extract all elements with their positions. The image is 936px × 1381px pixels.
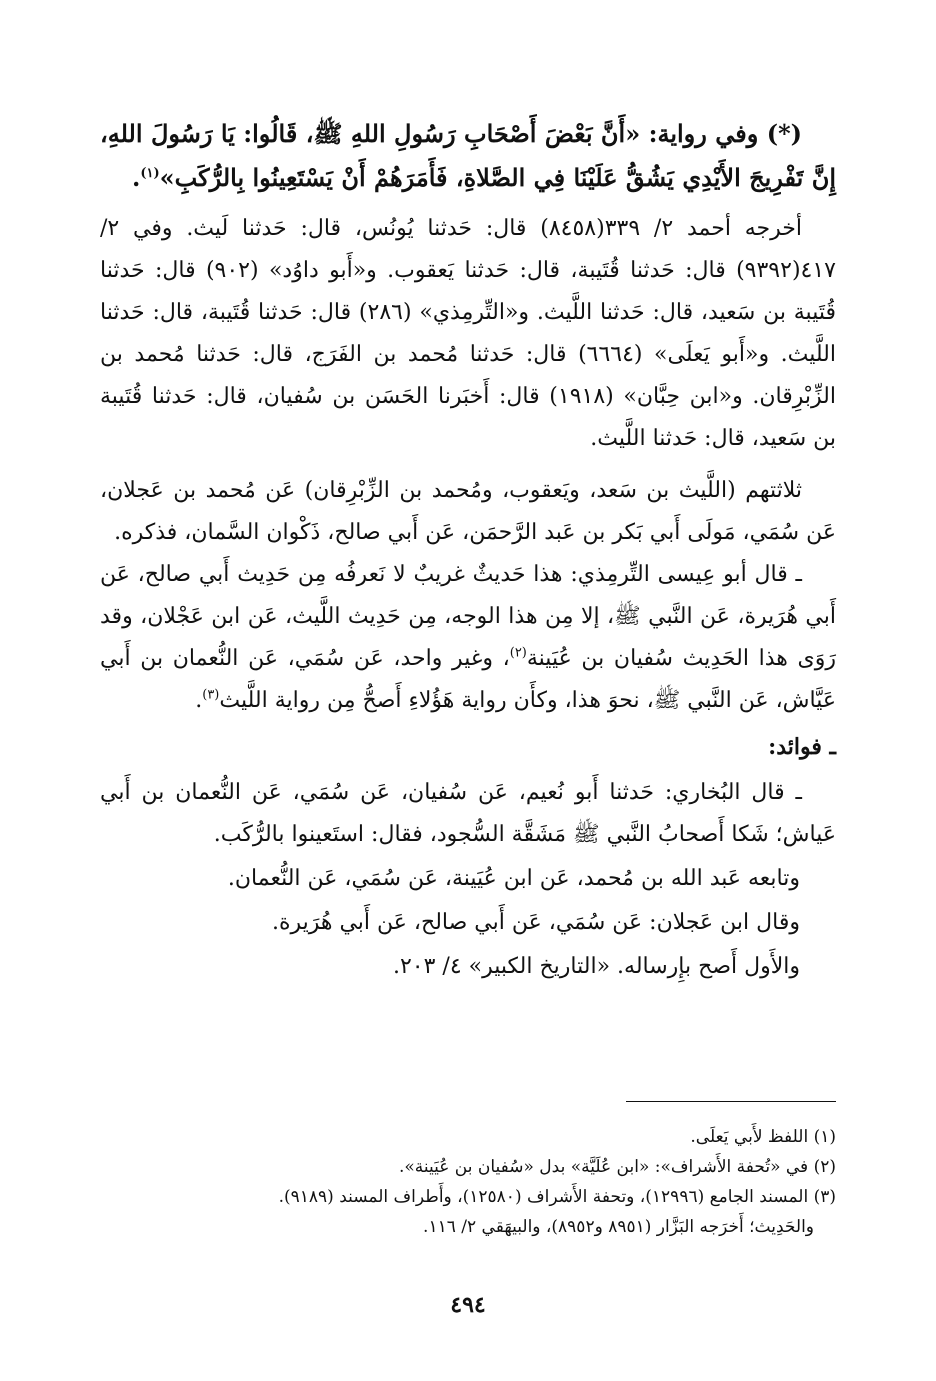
sub-line-1: وتابعه عَبد الله بن مُحمد، عَن ابن عُيَينة، عَن سُمَي، عَن النُّعمان.: [227, 866, 800, 891]
tirmidhi-end: .: [195, 688, 203, 713]
footnote-ref-3[interactable]: (٣): [202, 687, 220, 703]
footnote-divider: [626, 1101, 836, 1102]
sub-line-2: وقال ابن عَجلان: عَن سُمَي، عَن أَبي صالح، عَن أَبي هُرَيرة.: [271, 910, 800, 935]
sub-line-3: والأَول أَصح بإِرساله. «التاريخ الكبير» ٤/ ٢٠٣.: [392, 954, 800, 979]
page-number: ٤٩٤: [450, 1292, 486, 1318]
footnotes: [100, 1122, 836, 1242]
takhrij-paragraph: أخرجه أحمد ٢/ ٣٣٩(٨٤٥٨) قال: حَدثنا يُونُس، قال: حَدثنا لَيث. وفي ٢/ ٤١٧(٩٣٩٢) قال: حَدثنا قُتَيبة، قال: حَدثنا يَعقوب. و«أَبو داوُد» (٩٠٢) قال: حَدثنا قُتَيبة بن سَعيد، قال: حَدثنا اللَّيث. و«التِّرمِذي» (٢٨٦) قال: حَدثنا قُتَيبة، قال: حَدثنا اللَّيث. و«أَبو يَعلَى» (٦٦٦٤) قال: حَدثنا مُحمد بن الفَرَج، قال: حَدثنا مُحمد بن الزِّبْرِقان. و«ابن حِبَّان» (١٩١٨) قال: أَخبَرنا الحَسَن بن سُفيان، قال: حَدثنا قُتَيبة بن سَعيد، قال: حَدثنا اللَّيث.: [100, 216, 836, 451]
footnote-1: (١) اللفظ لأَبي يَعلَى.: [690, 1127, 836, 1147]
footnote-ref-2[interactable]: (٢): [509, 645, 527, 661]
main-text: [100, 112, 836, 988]
bukhari-paragraph: ـ قال البُخاري: حَدثنا أَبو نُعيم، عَن سُفيان، عَن سُمَي، عَن النُّعمان بن أَبي عَياش؛ شَكا أَصحابُ النَّبي ﷺ مَشَقَّة السُّجود، فقال: استَعينوا بالرُّكَب.: [100, 780, 836, 847]
fawaid-heading: ـ فوائد:: [768, 734, 836, 760]
chain-paragraph: ثلاثتهم (اللَّيث بن سَعد، ويَعقوب، ومُحمد بن الزِّبْرِقان) عَن مُحمد بن عَجلان، عَن سُمَي، مَولَى أَبي بَكر بن عَبد الرَّحمَن، عَن أَبي صالح، ذَكْوان السَّمان، فذكره.: [100, 478, 836, 545]
footnote-3: (٣) المسند الجامع (١٢٩٩٦)، وتحفة الأَشراف (١٢٥٨٠)، وأَطراف المسند (٩١٨٩).: [278, 1187, 836, 1207]
footnote-ref-1[interactable]: (١): [140, 166, 160, 181]
tirmidhi-text-2: ، وغير واحد، عَن سُمَي، عَن النُّعمان بن أَبي عَيَّاش، عَن النَّبي ﷺ، نحوَ هذا، وكأَن رواية هَؤُلاءِ أَصحُّ مِن رواية اللَّيث: [100, 646, 836, 713]
hadith-body: (*) وفي رواية: «أَنَّ بَعْضَ أَصْحَابِ رَسُولِ اللهِ ﷺ، قَالُوا: يَا رَسُولَ اللهِ، إِنَّ تَفْرِيجَ الأَيْدِي يَشُقُّ عَلَيْنَا فِي الصَّلاةِ، فَأَمَرَهُمْ أَنْ يَسْتَعِينُوا بِالرُّكَبِ»: [100, 119, 836, 192]
hadith-text: (*) وفي رواية: «أَنَّ بَعْضَ أَصْحَابِ رَسُولِ اللهِ ﷺ، قَالُوا: يَا رَسُولَ اللهِ، إِنَّ تَفْرِيجَ الأَيْدِي يَشُقُّ عَلَيْنَا فِي الصَّلاةِ، فَأَمَرَهُمْ أَنْ يَسْتَعِينُوا بِالرُّكَبِ»$^{(١)}$.: [100, 119, 836, 192]
tirmidhi-text-1: ـ قال أبو عِيسى التِّرمِذي: هذا حَديثٌ غريبٌ لا نَعرفُه مِن حَدِيث أَبي صالح، عَن أَبي هُرَيرة، عَن النَّبي ﷺ، إلا مِن هذا الوجه، مِن حَدِيث اللَّيث، عَن ابن عَجْلان، وقد رَوَى هذا الحَدِيث سُفيان بن عُيَينة: [100, 562, 836, 671]
tirmidhi-paragraph: [100, 554, 836, 722]
footnote-3-continuation: والحَدِيث؛ أَخرَجه البَزَّار (٨٩٥١ و٨٩٥٢)، والبيهَقي ٢/ ١١٦.: [423, 1217, 814, 1237]
footnote-2: (٢) في «تُحفة الأَشراف»: «ابن عُلَيَّة» بدل «سُفيان بن عُيَينة».: [398, 1157, 836, 1177]
